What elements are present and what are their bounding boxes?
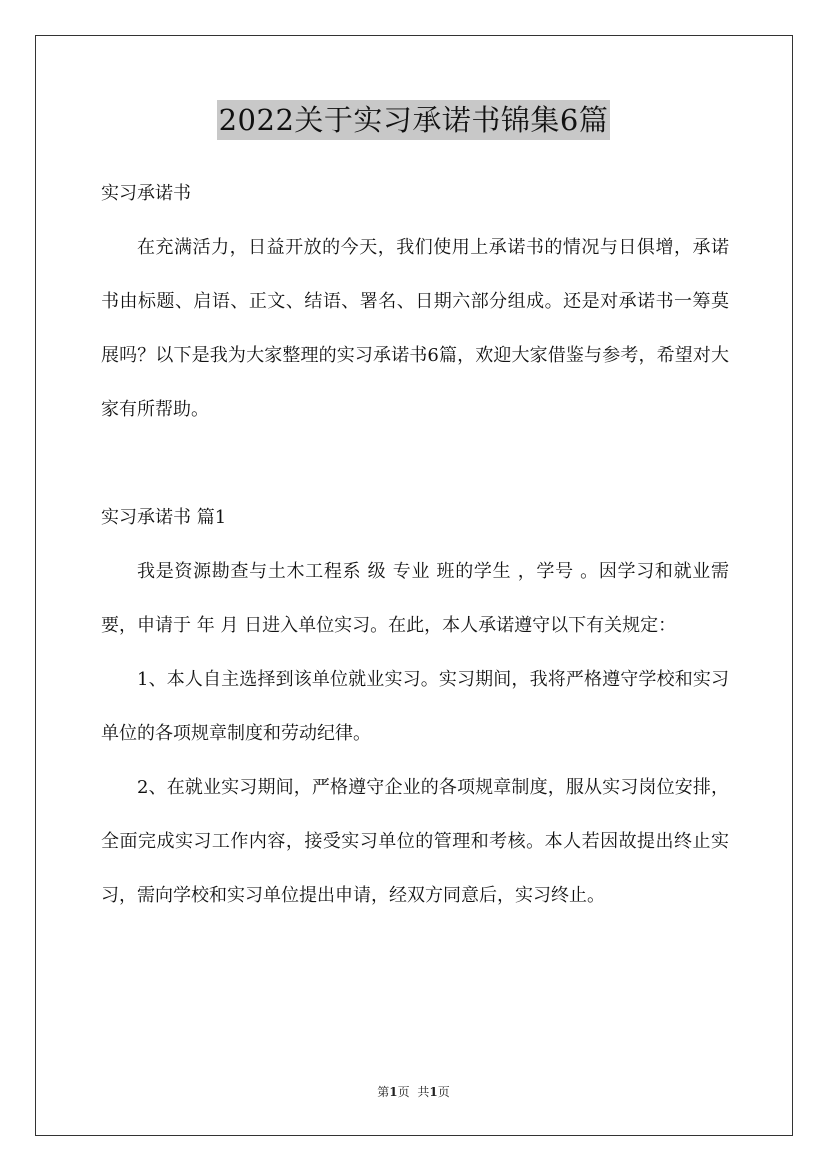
paragraph: 在充满活力，日益开放的今天，我们使用上承诺书的情况与日俱增，承诺书由标题、启语、正文、结语、署名、日期六部分组成。还是对承诺书一筹莫展吗？以下是我为大家整理的实习承诺书6篇，欢迎大家借鉴与参考，希望对大家有所帮助。 (101, 237, 729, 420)
total-suffix: 页 (437, 1085, 450, 1099)
paragraph: 2、在就业实习期间，严格遵守企业的各项规章制度，服从实习岗位安排，全面完成实习工作内容，接受实习单位的管理和考核。本人若因故提出终止实习，需向学校和实习单位提出申请，经双方同意后，实习终止。 (101, 777, 729, 906)
section-heading: 实习承诺书 (101, 183, 191, 204)
document-title: 2022关于实习承诺书锦集6篇 (217, 100, 611, 140)
section-heading: 实习承诺书 篇1 (101, 507, 227, 528)
document-body (101, 167, 729, 923)
page-prefix: 第 (377, 1085, 390, 1099)
page-total: 1 (429, 1085, 438, 1099)
page-current: 1 (389, 1085, 398, 1099)
total-prefix: 共 (417, 1085, 430, 1099)
paragraph: 1、本人自主选择到该单位就业实习。实习期间，我将严格遵守学校和实习单位的各项规章制度和劳动纪律。 (101, 669, 729, 744)
title-container (0, 100, 827, 140)
paragraph: 我是资源勘查与土木工程系 级 专业 班的学生 ，学号 。因学习和就业需要，申请于 年 月 日进入单位实习。在此，本人承诺遵守以下有关规定： (101, 561, 729, 636)
paragraph-spacer (101, 437, 729, 491)
page-footer (0, 1084, 827, 1100)
page-suffix: 页 (397, 1085, 410, 1099)
